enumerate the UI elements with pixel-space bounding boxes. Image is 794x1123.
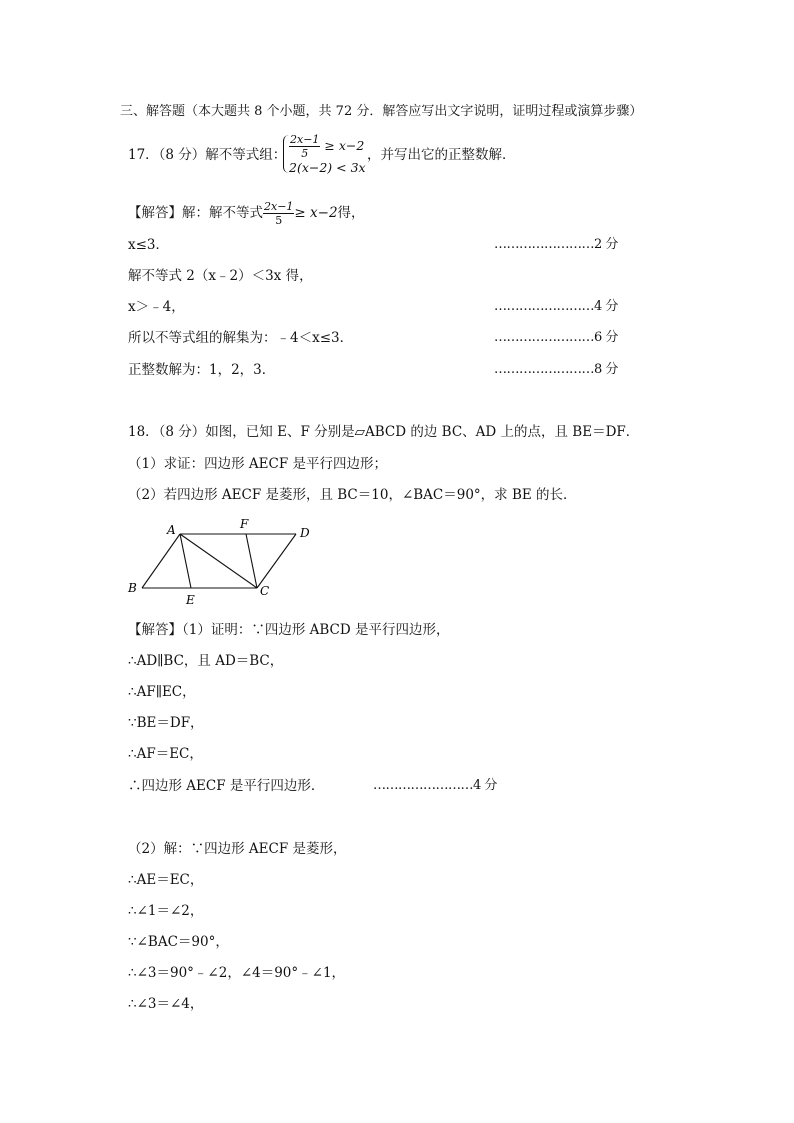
q17-step-2: 解不等式 2（x﹣2）＜3x 得， (128, 268, 313, 284)
q18-sol2-line-3: ∴∠1＝∠2， (128, 903, 204, 919)
q17-ineq1-num: 2x−1 (290, 133, 320, 146)
q18-sol2-line-6: ∴∠3＝∠4， (128, 996, 204, 1012)
q17-solution-intro: 【解答】解：解不等式 $\frac{2x-1}{5}$ ≥ x−2得， (128, 200, 365, 227)
q17-step-1-score: ……………………2 分 (494, 237, 618, 252)
q17-ineq1-rhs: ≥ x−2 (324, 138, 365, 153)
label-d: D (300, 526, 310, 540)
q17-ineq1-den: 5 (301, 147, 309, 160)
label-f: F (240, 517, 249, 531)
side-ab (142, 534, 180, 588)
parallelogram-figure (120, 512, 330, 612)
q17-ineq2: 2(x−2) < 3x (289, 160, 366, 175)
section-heading: 三、解答题（本大题共 8 个小题，共 72 分．解答应写出文字说明，证明过程或演算步骤） (120, 104, 643, 119)
solution-tag: 【解答】 (128, 205, 182, 221)
q17-prefix: 17．（8 分）解不等式组： (128, 147, 287, 163)
q18-sol2-line-1: （2）解：∵四边形 AECF 是菱形， (128, 841, 347, 857)
q18-sol1-line-5: ∴AF＝EC， (128, 746, 203, 762)
label-a: A (167, 523, 176, 537)
q18-sol2-line-4: ∵∠BAC＝90°， (128, 934, 229, 950)
diagonal-ac (180, 534, 257, 588)
q18-sol1-line-3: ∴AF∥EC， (128, 684, 196, 700)
segment-ae (180, 534, 191, 588)
q18-sol1-line-1: 【解答】（1）证明：∵四边形 ABCD 是平行四边形， (128, 622, 450, 638)
q17-step-3-score: ……………………4 分 (494, 299, 618, 314)
q18-sol2-line-2: ∴AE＝EC， (128, 872, 204, 888)
q17-suffix: ，并写出它的正整数解． (367, 147, 516, 163)
q18-sol1-score: ……………………4 分 (373, 778, 497, 793)
q18-sol1-line-4: ∵BE＝DF， (128, 715, 204, 731)
side-cd (257, 534, 296, 588)
q17-step-3: x＞﹣4， (128, 299, 185, 315)
label-c: C (260, 584, 270, 598)
q18-sol1-line-6: ∴四边形 AECF 是平行四边形． (128, 778, 325, 794)
q18-stem: 18．（8 分）如图，已知 E、F 分别是▱ABCD 的边 BC、AD 上的点，且 BE＝DF． (128, 424, 640, 440)
q17-step-1: x≤3． (128, 237, 170, 253)
label-e: E (186, 593, 195, 607)
q18-sol2-line-5: ∴∠3＝90°﹣∠2，∠4＝90°﹣∠1， (128, 965, 346, 981)
q18-part1: （1）求证：四边形 AECF 是平行四边形； (128, 456, 387, 472)
q18-part2: （2）若四边形 AECF 是菱形，且 BC＝10，∠BAC＝90°，求 BE 的长． (128, 487, 577, 503)
label-b: B (128, 581, 137, 595)
q17-step-5: 正整数解为：1，2，3． (128, 362, 276, 378)
q17-step-4-score: ……………………6 分 (494, 330, 618, 345)
q17-inequality-system (283, 133, 366, 176)
q17-ineq1 (289, 133, 366, 160)
segment-fc (246, 534, 257, 588)
q17-step-4: 所以不等式组的解集为：﹣4＜x≤3． (128, 330, 354, 346)
q17-step-5-score: ……………………8 分 (494, 362, 618, 377)
q18-sol1-line-2: ∴AD∥BC，且 AD＝BC， (128, 653, 284, 669)
